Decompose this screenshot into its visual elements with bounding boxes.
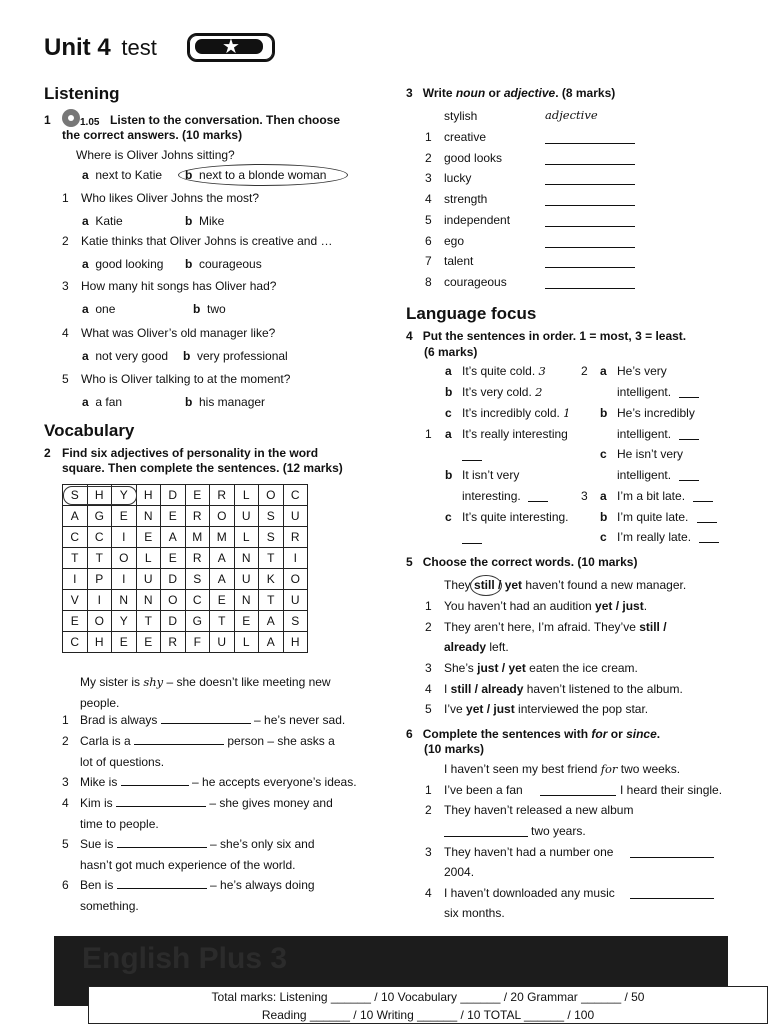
q1-example-b: b next to a blonde woman — [185, 168, 327, 182]
q4-g2-a: He’s very — [617, 364, 667, 378]
q6-item3: They haven’t had a number one — [444, 845, 614, 859]
word-square-cell: A — [259, 611, 284, 632]
word-square-cell: N — [112, 590, 137, 611]
q2-item-sentence: Mike is – he accepts everyone’s ideas. — [80, 775, 357, 789]
q1-item-question: Katie thinks that Oliver Johns is creative and … — [81, 234, 333, 248]
word-square-cell: E — [185, 485, 210, 506]
q4-g1-b: It isn’t very — [462, 468, 520, 482]
q4-example-b: It’s very cold. 2 — [462, 385, 543, 399]
q1-item-option-a: a Katie — [82, 214, 123, 228]
word-square-cell: P — [87, 569, 112, 590]
answer-blank — [121, 775, 189, 786]
word-square-cell: H — [87, 632, 112, 653]
q2-item-number: 2 — [62, 734, 69, 748]
q2-item-sentence: Kim is – she gives money and — [80, 796, 333, 810]
word-square-cell: L — [234, 485, 259, 506]
word-square-cell: I — [283, 548, 308, 569]
q2-item-line2: time to people. — [80, 817, 159, 831]
q5-options: just / yet — [477, 661, 526, 675]
track-number: 1.05 — [80, 117, 100, 128]
word-square-cell: N — [136, 590, 161, 611]
answer-blank — [545, 267, 635, 268]
word-square-cell: O — [283, 569, 308, 590]
q1-item-option-a: a not very good — [82, 349, 169, 363]
word-square-cell: M — [185, 527, 210, 548]
q3-instruction: 3 Write noun or adjective. (8 marks) — [406, 86, 616, 100]
q4-g1-a: It’s really interesting — [462, 427, 568, 441]
answer-blank — [545, 143, 635, 144]
q3-item-number: 4 — [425, 192, 432, 207]
q2-item-sentence: Brad is always – he’s never sad. — [80, 713, 346, 727]
q6-item1-end: I heard their single. — [620, 783, 723, 797]
word-square-cell: O — [210, 506, 235, 527]
test-label: test — [121, 35, 157, 60]
word-square-cell: L — [234, 632, 259, 653]
word-square-cell: O — [87, 611, 112, 632]
q5-item-sentence: You haven’t had an audition yet / just. — [444, 599, 648, 613]
answer-blank — [545, 288, 635, 289]
answer-blank — [545, 205, 635, 206]
word-square-cell: Y — [112, 611, 137, 632]
q4-example-c: It’s incredibly cold. 1 — [462, 406, 571, 420]
word-square-cell: E — [112, 632, 137, 653]
word-square-cell: U — [210, 632, 235, 653]
answer-blank — [545, 184, 635, 185]
q1-item-option-b: b two — [193, 302, 226, 316]
q1-item-option-a: a a fan — [82, 395, 123, 409]
star-icon: ★ — [222, 36, 240, 58]
word-square-cell: N — [234, 548, 259, 569]
word-square-cell: T — [259, 590, 284, 611]
marks-line-2: Reading ______ / 10 Writing ______ / 10 TOTAL ______ / 100 — [261, 1008, 595, 1022]
word-square-cell: I — [112, 569, 137, 590]
q3-item-word: courageous — [444, 274, 507, 289]
q2-item-sentence: Sue is – she’s only six and — [80, 837, 315, 851]
q4-g3-a: I’m a bit late. — [617, 489, 686, 503]
word-square-cell: R — [185, 548, 210, 569]
word-square-cell: E — [112, 506, 137, 527]
q6-instruction: 6 Complete the sentences with for or since. — [406, 727, 661, 741]
word-square-cell: S — [185, 569, 210, 590]
marks-line-1: Total marks: Listening ______ / 10 Vocabulary ______ / 20 Grammar ______ / 50 — [211, 990, 645, 1004]
word-square-cell: U — [136, 569, 161, 590]
q1-item-option-b: b courageous — [185, 257, 262, 271]
q3-item-number: 8 — [425, 274, 432, 289]
q1-item-option-a: a good looking — [82, 257, 164, 271]
answer-blank — [116, 796, 206, 807]
q4-instruction-2: (6 marks) — [424, 345, 478, 359]
q1-example-question: Where is Oliver Johns sitting? — [76, 148, 235, 162]
word-square-cell: E — [63, 611, 88, 632]
q4-g2-b-2: intelligent. — [617, 427, 672, 441]
q5-options: still / — [639, 620, 667, 634]
word-square-cell: E — [136, 632, 161, 653]
q1-item-number: 1 — [62, 191, 69, 205]
word-square-cell: I — [87, 590, 112, 611]
q1-item-number: 2 — [62, 234, 69, 248]
q1-number: 1 — [44, 113, 51, 127]
q6-example: I haven’t seen my best friend for two weeks. — [444, 762, 681, 776]
word-square-cell: D — [161, 485, 186, 506]
word-square-cell: C — [283, 485, 308, 506]
q2-item-number: 4 — [62, 796, 69, 810]
q4-g1-c: It’s quite interesting. — [462, 510, 569, 524]
answer-blank — [161, 713, 251, 724]
word-square-cell: I — [63, 569, 88, 590]
q2-item-line2: something. — [80, 899, 139, 913]
word-square-cell: C — [185, 590, 210, 611]
q5-item-number: 5 — [425, 702, 432, 716]
q4-group2-number: 2 — [581, 364, 588, 378]
q5-options: still / already — [450, 682, 524, 696]
q3-item-word: talent — [444, 254, 474, 269]
answer-circle — [178, 164, 348, 186]
word-square-cell: O — [112, 548, 137, 569]
q4-g3-b: I’m quite late. — [617, 510, 689, 524]
q4-instruction: 4 Put the sentences in order. 1 = most, 3 = least. — [406, 329, 687, 343]
q6-item2-end: two years. — [531, 824, 586, 838]
word-square-cell: A — [259, 632, 284, 653]
word-square-cell: S — [259, 506, 284, 527]
q5-instruction: 5 Choose the correct words. (10 marks) — [406, 555, 638, 569]
q3-item-word: creative — [444, 130, 487, 144]
word-square-cell: R — [185, 506, 210, 527]
q5-item-number: 3 — [425, 661, 432, 675]
word-square-cell: S — [63, 485, 88, 506]
q3-item-word: strength — [444, 192, 488, 207]
word-circle-shy — [63, 486, 137, 505]
word-square-cell: T — [87, 548, 112, 569]
q3-example-answer: adjective — [545, 108, 598, 122]
q3-item-word: independent — [444, 212, 511, 227]
total-marks-box — [88, 986, 768, 1024]
q2-number: 2 — [44, 446, 51, 460]
word-square-cell: S — [259, 527, 284, 548]
answer-blank — [117, 837, 207, 848]
level-badge — [187, 33, 275, 62]
word-square-cell: A — [210, 548, 235, 569]
answer-blank — [545, 164, 635, 165]
q1-item-number: 3 — [62, 279, 69, 293]
q1-instruction-2: the correct answers. (10 marks) — [62, 128, 243, 142]
word-square-cell: E — [234, 611, 259, 632]
word-square-cell: O — [259, 485, 284, 506]
word-square-cell: D — [161, 569, 186, 590]
word-square-cell: R — [161, 632, 186, 653]
q2-item-sentence: Ben is – he’s always doing — [80, 878, 315, 892]
word-square-cell: U — [234, 506, 259, 527]
q3-item-number: 6 — [425, 233, 432, 248]
q2-item-line2: lot of questions. — [80, 755, 165, 769]
q1-item-option-b: b Mike — [185, 214, 225, 228]
word-square-cell: R — [283, 527, 308, 548]
q1-item-question: Who likes Oliver Johns the most? — [81, 191, 260, 205]
word-square-cell: H — [283, 632, 308, 653]
q4-g2-c-2: intelligent. — [617, 468, 672, 482]
q4-g1-a-blank — [462, 460, 482, 461]
cd-icon — [62, 109, 80, 127]
q1-item-question: What was Oliver’s old manager like? — [81, 326, 276, 340]
q6-item4-end: six months. — [444, 906, 505, 920]
publisher-logo: English Plus 3 — [82, 942, 288, 975]
word-square-cell: G — [87, 506, 112, 527]
listening-heading: Listening — [44, 84, 120, 103]
q6-item1: I’ve been a fan — [444, 783, 523, 797]
q1-item-question: Who is Oliver talking to at the moment? — [81, 372, 291, 386]
word-square-cell: A — [210, 569, 235, 590]
answer-blank — [545, 247, 635, 248]
q4-g2-a-2: intelligent. — [617, 385, 672, 399]
q2-item-sentence: Carla is a person – she asks a — [80, 734, 335, 748]
q2-item-number: 6 — [62, 878, 69, 892]
q2-item-number: 1 — [62, 713, 69, 727]
word-square-cell: T — [259, 548, 284, 569]
q5-options: yet / just — [595, 599, 644, 613]
q5-options: yet / just — [466, 702, 515, 716]
word-square-cell: T — [63, 548, 88, 569]
word-square-cell: H — [136, 485, 161, 506]
q1-item-number: 4 — [62, 326, 69, 340]
word-square-cell: U — [283, 590, 308, 611]
word-square-cell: L — [136, 548, 161, 569]
q2-item-number: 3 — [62, 775, 69, 789]
word-square-cell: C — [63, 527, 88, 548]
q6-instruction-2: (10 marks) — [424, 742, 485, 756]
unit-label: Unit 4 — [44, 34, 111, 61]
word-square-cell: C — [63, 632, 88, 653]
word-square-cell: V — [63, 590, 88, 611]
word-square-cell: R — [210, 485, 235, 506]
q1-item-option-a: a one — [82, 302, 116, 316]
word-square-cell: I — [112, 527, 137, 548]
q1-item-question: How many hit songs has Oliver had? — [81, 279, 277, 293]
q4-group1-number: 1 — [425, 427, 432, 441]
word-square-cell: G — [185, 611, 210, 632]
q6-item2: They haven’t released a new album — [444, 803, 634, 817]
word-square-cell: F — [185, 632, 210, 653]
answer-blank — [545, 226, 635, 227]
q1-item-option-b: b his manager — [185, 395, 266, 409]
language-focus-heading: Language focus — [406, 304, 537, 323]
word-square-cell: C — [87, 527, 112, 548]
unit-title — [44, 34, 157, 62]
q4-g1-b-2: interesting. — [462, 489, 521, 503]
q2-instruction: Find six adjectives of personality in the word — [62, 446, 319, 460]
q4-example-a: It’s quite cold. 3 — [462, 364, 546, 378]
word-square-cell: U — [283, 506, 308, 527]
answer-blank — [117, 878, 207, 889]
q3-item-number: 2 — [425, 150, 432, 165]
q2-item-number: 5 — [62, 837, 69, 851]
word-square-cell: K — [259, 569, 284, 590]
word-square-cell: D — [161, 611, 186, 632]
q4-group3-number: 3 — [581, 489, 588, 503]
q5-item-sentence: She’s just / yet eaten the ice cream. — [444, 661, 638, 675]
q5-item-sentence: They aren’t here, I’m afraid. They’ve still / — [444, 620, 667, 634]
q1-item-number: 5 — [62, 372, 69, 386]
word-square-cell: E — [136, 527, 161, 548]
word-square — [62, 484, 308, 653]
vocabulary-heading: Vocabulary — [44, 421, 135, 440]
word-square-cell: H — [87, 485, 112, 506]
word-square-cell: E — [210, 590, 235, 611]
word-square-cell: L — [234, 527, 259, 548]
word-square-cell: S — [283, 611, 308, 632]
q4-g1-b-blank — [528, 501, 548, 502]
word-square-cell: T — [210, 611, 235, 632]
q1-example-a: a next to Katie — [82, 168, 163, 182]
q3-item-word: ego — [444, 233, 465, 248]
q5-item-number: 1 — [425, 599, 432, 613]
q5-item-number: 2 — [425, 620, 432, 634]
q3-item-number: 7 — [425, 254, 432, 269]
q3-example-word: stylish — [444, 109, 478, 123]
word-square-cell: T — [136, 611, 161, 632]
q1-instruction: Listen to the conversation. Then choose — [110, 113, 341, 127]
q5-item-sentence: I still / already haven’t listened to the album. — [444, 682, 683, 696]
q6-item3-end: 2004. — [444, 865, 475, 879]
q4-g2-c: He isn’t very — [617, 447, 684, 461]
q3-item-number: 5 — [425, 212, 432, 227]
q5-item-number: 4 — [425, 682, 432, 696]
q2-example: My sister is shy – she doesn’t like meeting new people. — [80, 675, 331, 710]
word-square-cell: E — [161, 506, 186, 527]
q5-example: They still / yet haven’t found a new manager. — [444, 578, 687, 592]
q4-g1-c-blank — [462, 543, 482, 544]
word-square-cell: O — [161, 590, 186, 611]
word-square-cell: Y — [112, 485, 137, 506]
answer-blank — [134, 734, 224, 745]
q3-item-number: 3 — [425, 171, 432, 186]
word-square-cell: A — [63, 506, 88, 527]
q6-item4: I haven’t downloaded any music — [444, 886, 615, 900]
q3-item-word: good looks — [444, 150, 503, 165]
q2-item-line2: hasn’t got much experience of the world. — [80, 858, 296, 872]
q3-item-word: lucky — [444, 171, 472, 186]
word-square-cell: M — [210, 527, 235, 548]
q5-item-sentence: I’ve yet / just interviewed the pop star. — [444, 702, 649, 716]
q4-g3-c: I’m really late. — [617, 530, 692, 544]
word-square-cell: N — [234, 590, 259, 611]
q5-example-circle — [470, 575, 502, 596]
q1-item-option-b: b very professional — [183, 349, 288, 363]
q2-instruction-2: square. Then complete the sentences. (12 marks) — [62, 461, 343, 475]
word-square-cell: A — [161, 527, 186, 548]
q3-item-number: 1 — [425, 130, 432, 144]
q4-g2-b: He’s incredibly — [617, 406, 695, 420]
word-square-cell: U — [234, 569, 259, 590]
word-square-cell: N — [136, 506, 161, 527]
word-square-cell: E — [161, 548, 186, 569]
q5-item2-line2: already left. — [444, 640, 509, 654]
